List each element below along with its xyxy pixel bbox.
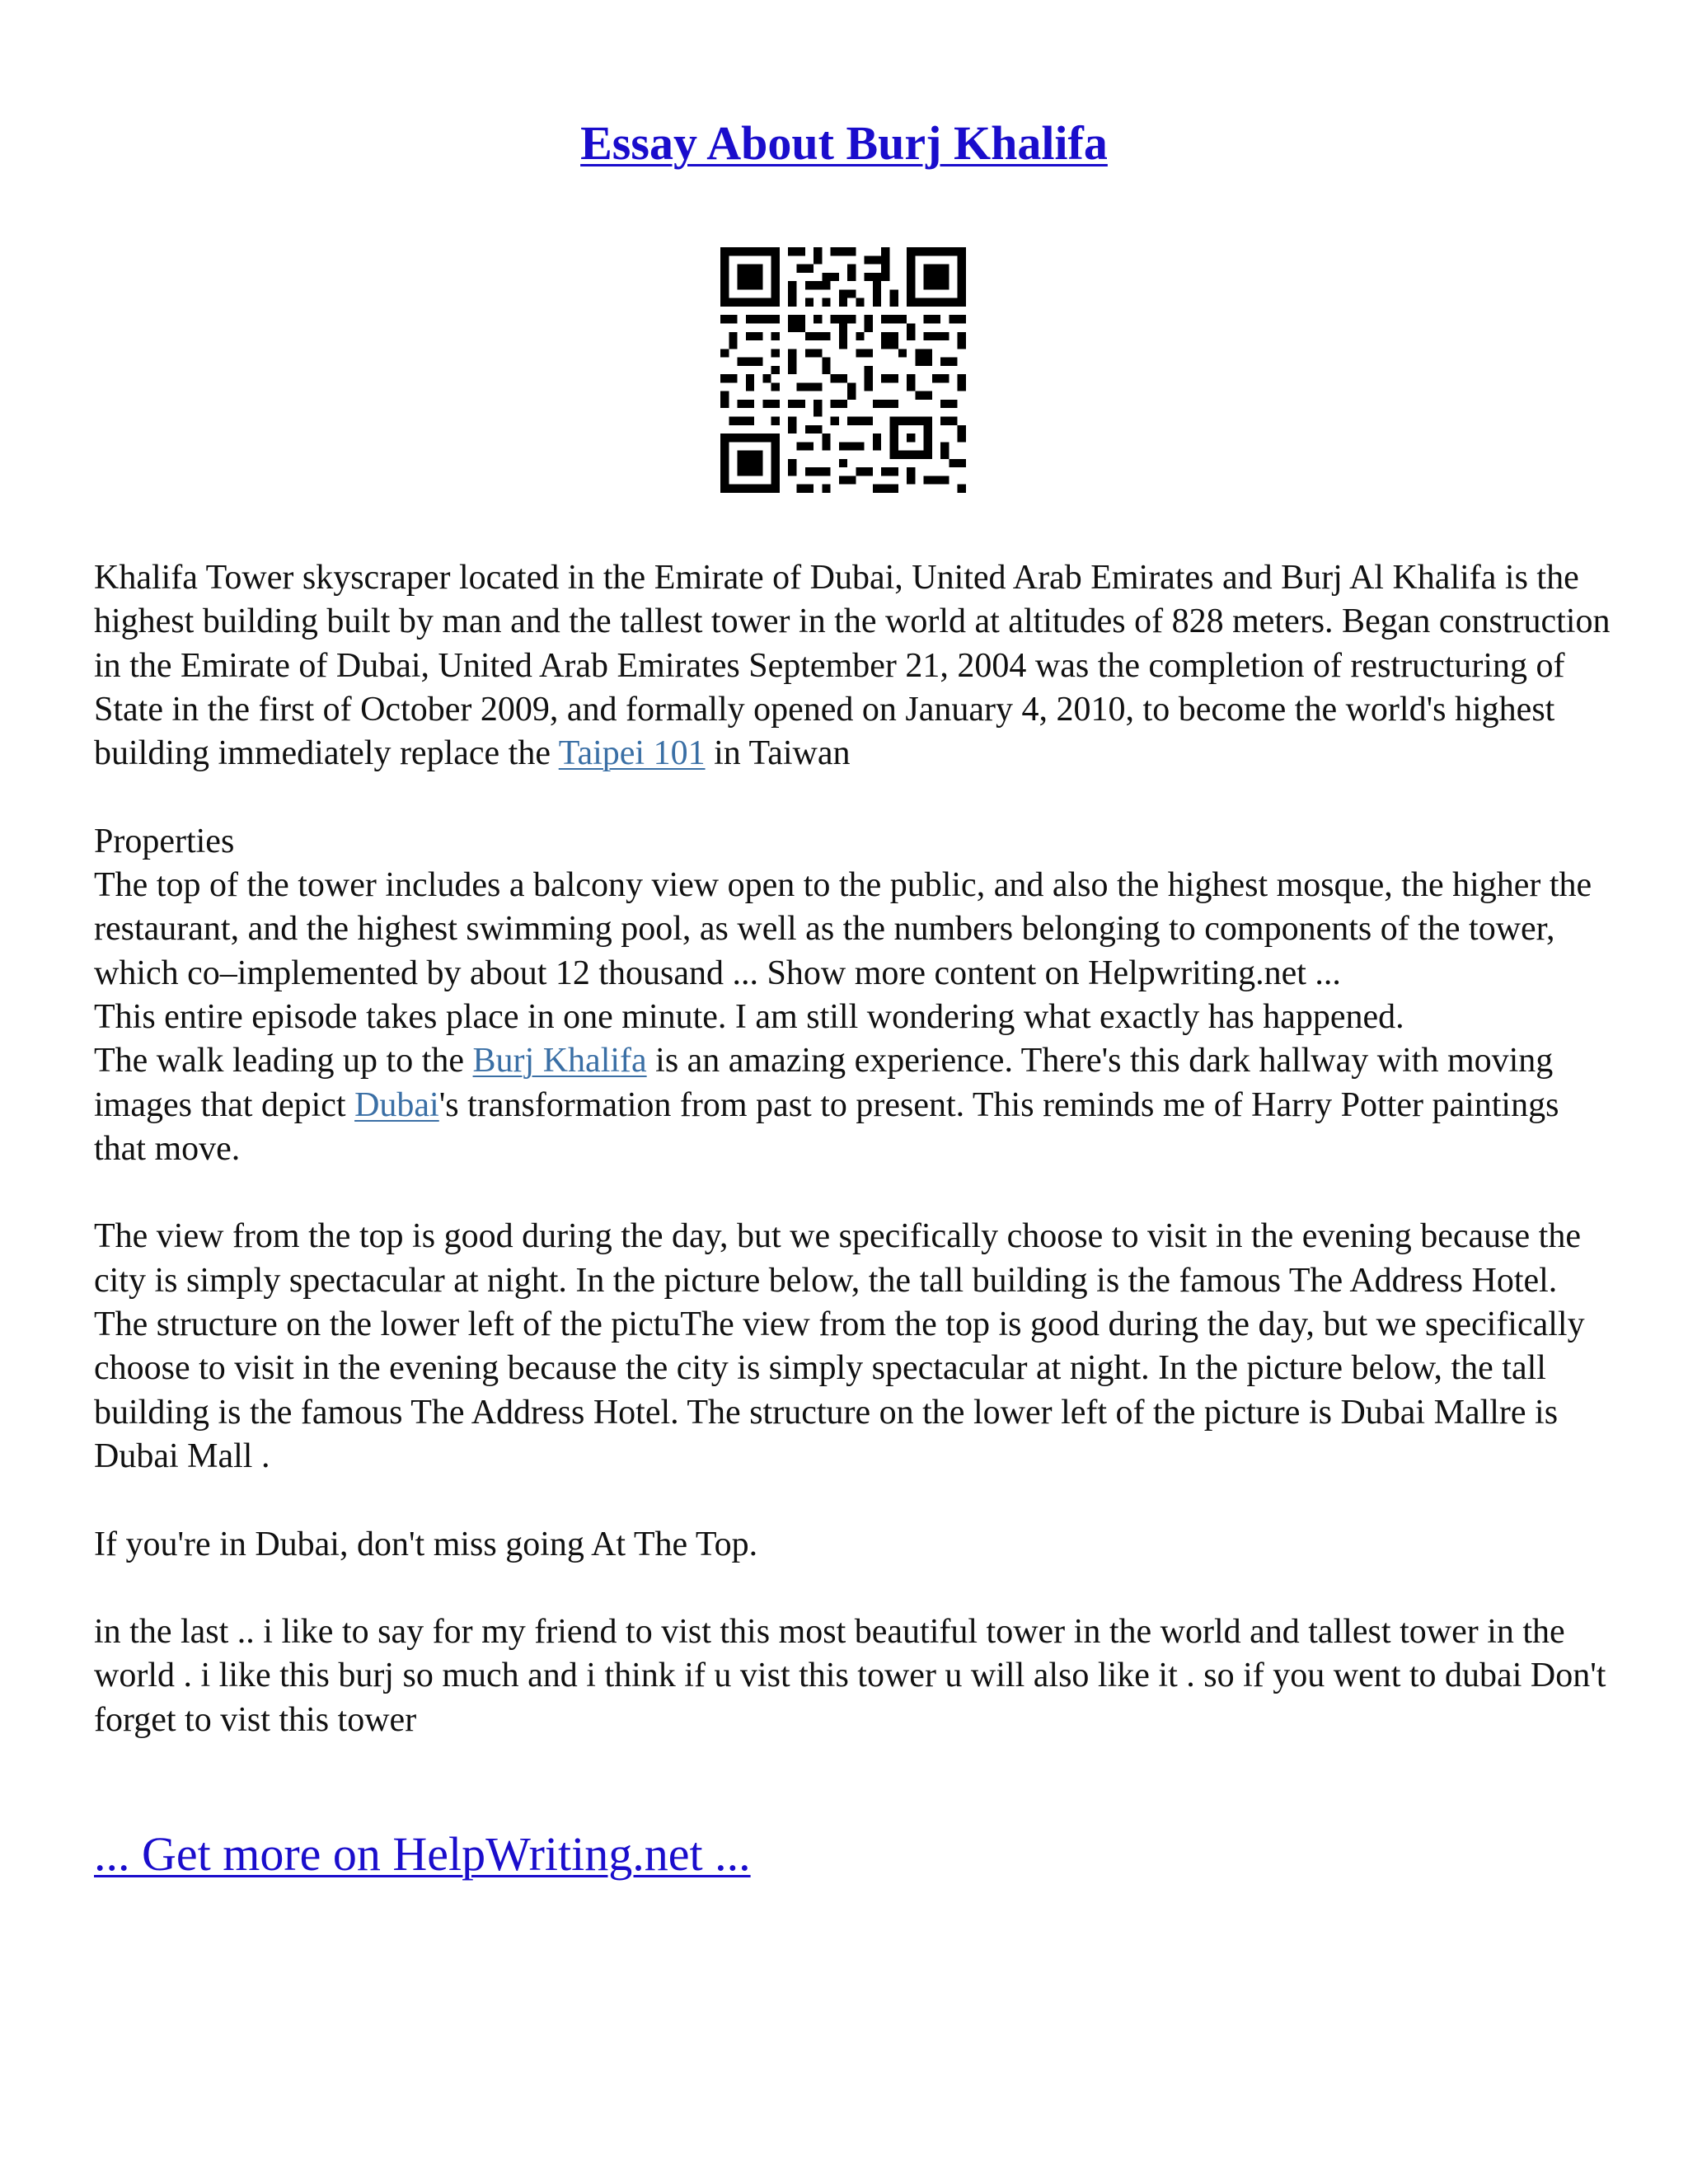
view-paragraph: The view from the top is good during the day, but we specifically choose to visit in the evening because the city is simply spectacular at night. In the picture below, the tall building is the famous The Address Hotel. The structure on the lower left of the pictuThe view from the top is good during the day, but we specifically choose to visit in the evening because the city is simply spectacular at night. In the picture below, the tall building is the famous The Address Hotel. The structure on the lower left of the picture is Dubai Mallre is Dubai Mall . <box>94 1217 1585 1475</box>
essay-body <box>94 556 1611 1742</box>
properties-paragraph: The top of the tower includes a balcony view open to the public, and also the highest mosque, the higher the restaurant, and the highest swimming pool, as well as the numbers belonging to components of the tower, which co–implemented by about 12 thousand ... Show more content on Helpwriting.net ... <box>94 866 1592 992</box>
page-title <box>0 112 1688 175</box>
dubai-link[interactable]: Dubai <box>354 1085 439 1124</box>
get-more-footer <box>94 1823 751 1886</box>
title-link[interactable]: Essay About Burj Khalifa <box>580 116 1108 170</box>
walk-paragraph: The walk leading up to the Burj Khalifa is an amazing experience. There's this dark hallway with moving images that depict Dubai's transformation from past to present. This reminds me of Harry Potter paintings that move. <box>94 1042 1559 1168</box>
intro-paragraph: Khalifa Tower skyscraper located in the Emirate of Dubai, United Arab Emirates and Burj Al Khalifa is the highest building built by man and the tallest tower in the world at altitudes of 828 meters. Began construction in the Emirate of Dubai, United Arab Emirates September 21, 2004 was the completion of restructuring of State in the first of October 2009, and formally opened on January 4, 2010, to become the world's highest building immediately replace the Taipei 101 in Taiwan <box>94 559 1611 773</box>
qr-code-icon <box>720 247 966 493</box>
taipei-101-link[interactable]: Taipei 101 <box>558 734 706 773</box>
episode-paragraph: This entire episode takes place in one minute. I am still wondering what exactly has happened. <box>94 997 1404 1036</box>
dubai-tip-paragraph: If you're in Dubai, don't miss going At The Top. <box>94 1525 758 1563</box>
burj-khalifa-link[interactable]: Burj Khalifa <box>472 1042 647 1080</box>
closing-paragraph: in the last .. i like to say for my friend to vist this most beautiful tower in the world and tallest tower in the world . i like this burj so much and i think if u vist this tower u will also like it . so if you went to dubai Don't forget to vist this tower <box>94 1613 1606 1739</box>
properties-heading: Properties <box>94 822 235 860</box>
get-more-link[interactable]: ... Get more on HelpWriting.net ... <box>94 1827 751 1881</box>
